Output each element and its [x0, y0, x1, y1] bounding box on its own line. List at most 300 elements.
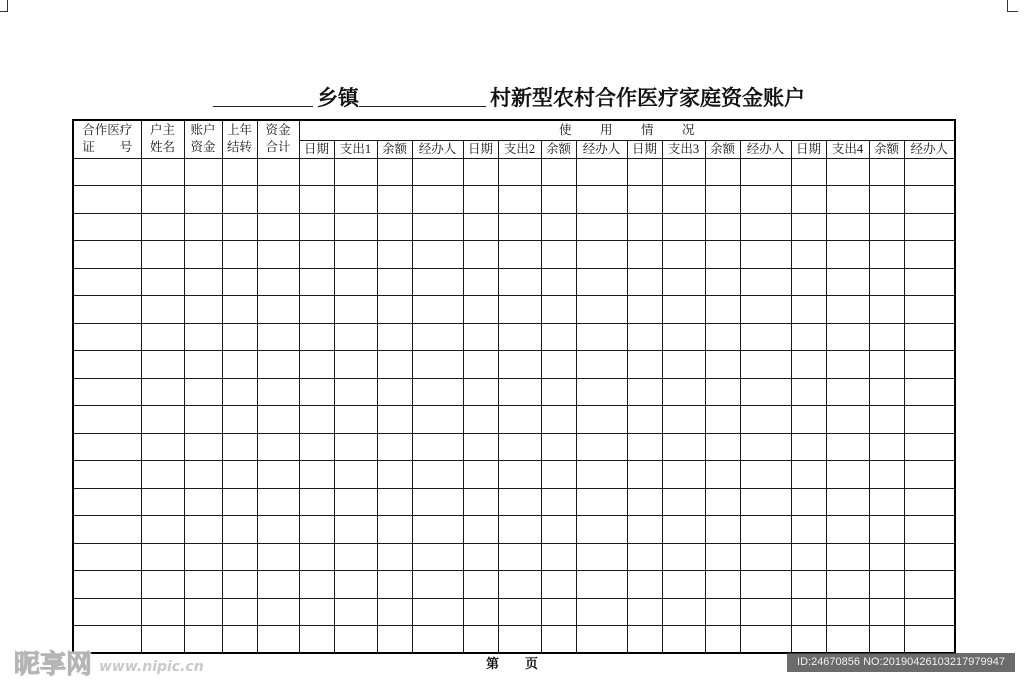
table-cell — [627, 516, 662, 544]
table-cell — [141, 323, 184, 351]
table-cell — [377, 626, 412, 654]
table-row — [73, 213, 955, 241]
header-date-2: 日期 — [463, 140, 498, 158]
table-cell — [463, 433, 498, 461]
table-cell — [222, 351, 257, 379]
header-line: 资金 — [265, 123, 291, 138]
table-cell — [463, 241, 498, 269]
table-cell — [73, 433, 141, 461]
table-cell — [705, 378, 740, 406]
table-cell — [334, 543, 377, 571]
table-cell — [662, 433, 705, 461]
table-cell — [498, 571, 541, 599]
table-cell — [576, 406, 627, 434]
fund-account-table — [72, 119, 956, 654]
table-cell — [705, 213, 740, 241]
table-cell — [334, 158, 377, 186]
table-cell — [869, 461, 904, 489]
table-cell — [576, 158, 627, 186]
table-cell — [791, 461, 826, 489]
table-cell — [377, 241, 412, 269]
table-cell — [576, 488, 627, 516]
table-cell — [904, 543, 955, 571]
table-cell — [334, 268, 377, 296]
table-cell — [299, 213, 334, 241]
table-cell — [869, 351, 904, 379]
table-cell — [463, 488, 498, 516]
table-cell — [412, 626, 463, 654]
table-cell — [299, 543, 334, 571]
table-cell — [184, 488, 222, 516]
table-cell — [627, 543, 662, 571]
table-cell — [257, 571, 299, 599]
table-cell — [141, 571, 184, 599]
table-cell — [576, 351, 627, 379]
table-cell — [498, 213, 541, 241]
table-cell — [412, 158, 463, 186]
table-cell — [73, 158, 141, 186]
table-header — [73, 120, 955, 158]
table-cell — [627, 213, 662, 241]
table-cell — [904, 626, 955, 654]
table-cell — [184, 158, 222, 186]
table-row — [73, 543, 955, 571]
table-cell — [791, 516, 826, 544]
table-cell — [377, 543, 412, 571]
table-cell — [73, 598, 141, 626]
table-cell — [257, 433, 299, 461]
table-cell — [498, 433, 541, 461]
table-row — [73, 516, 955, 544]
table-cell — [498, 543, 541, 571]
table-cell — [141, 158, 184, 186]
table-cell — [141, 543, 184, 571]
table-cell — [184, 296, 222, 324]
table-cell — [257, 378, 299, 406]
table-cell — [498, 296, 541, 324]
table-cell — [869, 433, 904, 461]
table-cell — [541, 378, 576, 406]
table-cell — [541, 158, 576, 186]
table-cell — [662, 571, 705, 599]
table-cell — [377, 323, 412, 351]
table-cell — [826, 158, 869, 186]
header-line: 资金 — [190, 140, 216, 155]
table-cell — [869, 241, 904, 269]
table-cell — [222, 571, 257, 599]
table-cell — [334, 433, 377, 461]
table-cell — [141, 268, 184, 296]
header-line: 合计 — [265, 140, 291, 155]
table-cell — [869, 626, 904, 654]
table-cell — [184, 378, 222, 406]
table-cell — [826, 241, 869, 269]
table-cell — [184, 406, 222, 434]
table-cell — [299, 571, 334, 599]
table-cell — [377, 406, 412, 434]
table-cell — [463, 516, 498, 544]
table-cell — [576, 626, 627, 654]
table-cell — [257, 186, 299, 214]
table-row — [73, 461, 955, 489]
table-cell — [791, 406, 826, 434]
table-cell — [222, 598, 257, 626]
table-cell — [869, 543, 904, 571]
table-cell — [627, 571, 662, 599]
table-cell — [412, 488, 463, 516]
table-cell — [627, 186, 662, 214]
table-cell — [662, 213, 705, 241]
table-cell — [257, 488, 299, 516]
table-cell — [826, 461, 869, 489]
table-row — [73, 598, 955, 626]
header-line: 姓名 — [149, 140, 175, 155]
table-cell — [498, 488, 541, 516]
table-cell — [541, 323, 576, 351]
table-cell — [541, 406, 576, 434]
table-cell — [541, 186, 576, 214]
table-cell — [740, 488, 791, 516]
table-cell — [541, 268, 576, 296]
table-cell — [869, 378, 904, 406]
table-cell — [662, 598, 705, 626]
header-expense-2: 支出2 — [498, 140, 541, 158]
table-cell — [412, 406, 463, 434]
table-cell — [826, 213, 869, 241]
table-cell — [412, 241, 463, 269]
table-cell — [463, 186, 498, 214]
table-cell — [412, 351, 463, 379]
header-handler-2: 经办人 — [576, 140, 627, 158]
table-cell — [184, 571, 222, 599]
header-date-4: 日期 — [791, 140, 826, 158]
table-cell — [141, 378, 184, 406]
table-cell — [662, 296, 705, 324]
table-cell — [541, 488, 576, 516]
table-cell — [463, 626, 498, 654]
table-cell — [662, 241, 705, 269]
table-cell — [184, 461, 222, 489]
table-cell — [299, 268, 334, 296]
table-cell — [184, 433, 222, 461]
table-cell — [498, 461, 541, 489]
table-cell — [740, 461, 791, 489]
table-cell — [463, 461, 498, 489]
table-cell — [627, 158, 662, 186]
table-cell — [740, 598, 791, 626]
table-cell — [257, 516, 299, 544]
table-cell — [257, 213, 299, 241]
table-cell — [299, 186, 334, 214]
table-cell — [869, 268, 904, 296]
table-cell — [541, 598, 576, 626]
table-cell — [740, 186, 791, 214]
table-cell — [662, 186, 705, 214]
table-cell — [73, 296, 141, 324]
table-cell — [541, 516, 576, 544]
township-blank-line — [213, 106, 313, 107]
table-cell — [826, 268, 869, 296]
table-cell — [576, 516, 627, 544]
table-cell — [904, 296, 955, 324]
watermark-logo: 昵享网 — [14, 650, 93, 680]
table-cell — [257, 406, 299, 434]
table-cell — [377, 378, 412, 406]
table-cell — [412, 516, 463, 544]
table-cell — [740, 296, 791, 324]
table-cell — [222, 516, 257, 544]
table-cell — [222, 378, 257, 406]
table-cell — [740, 626, 791, 654]
table-cell — [184, 543, 222, 571]
table-cell — [377, 461, 412, 489]
table-cell — [141, 406, 184, 434]
header-line: 户主 — [149, 123, 175, 138]
table-cell — [222, 323, 257, 351]
table-cell — [257, 241, 299, 269]
table-cell — [463, 378, 498, 406]
table-cell — [184, 626, 222, 654]
table-cell — [141, 213, 184, 241]
table-cell — [73, 323, 141, 351]
table-cell — [184, 323, 222, 351]
table-cell — [705, 241, 740, 269]
table-cell — [498, 406, 541, 434]
table-cell — [73, 351, 141, 379]
table-cell — [705, 461, 740, 489]
table-cell — [299, 378, 334, 406]
table-cell — [904, 351, 955, 379]
table-cell — [222, 296, 257, 324]
table-cell — [904, 158, 955, 186]
table-cell — [73, 268, 141, 296]
table-cell — [826, 378, 869, 406]
table-cell — [334, 516, 377, 544]
table-cell — [791, 158, 826, 186]
table-cell — [257, 461, 299, 489]
header-handler-4: 经办人 — [904, 140, 955, 158]
table-cell — [463, 598, 498, 626]
table-cell — [869, 323, 904, 351]
table-cell — [791, 598, 826, 626]
page-number-label: 第 页 — [486, 657, 539, 672]
village-blank-line — [359, 106, 486, 107]
table-cell — [662, 461, 705, 489]
table-cell — [662, 378, 705, 406]
table-cell — [257, 626, 299, 654]
header-balance-1: 余额 — [377, 140, 412, 158]
table-cell — [141, 296, 184, 324]
table-cell — [412, 323, 463, 351]
table-cell — [463, 571, 498, 599]
table-cell — [904, 378, 955, 406]
header-line: 证 号 — [82, 140, 133, 155]
table-cell — [826, 351, 869, 379]
table-cell — [576, 433, 627, 461]
table-cell — [334, 186, 377, 214]
table-cell — [299, 241, 334, 269]
table-cell — [73, 488, 141, 516]
table-cell — [257, 158, 299, 186]
table-cell — [412, 186, 463, 214]
table-cell — [904, 213, 955, 241]
table-cell — [334, 406, 377, 434]
table-cell — [705, 351, 740, 379]
watermark-url: www.nipic.cn — [99, 659, 204, 675]
table-cell — [627, 323, 662, 351]
table-cell — [791, 241, 826, 269]
header-date-3: 日期 — [627, 140, 662, 158]
table-cell — [299, 626, 334, 654]
table-cell — [904, 268, 955, 296]
table-cell — [791, 186, 826, 214]
table-cell — [826, 571, 869, 599]
table-cell — [740, 158, 791, 186]
table-cell — [541, 543, 576, 571]
table-row — [73, 378, 955, 406]
table-cell — [576, 598, 627, 626]
table-row — [73, 186, 955, 214]
table-row — [73, 488, 955, 516]
table-cell — [791, 378, 826, 406]
header-usage-group: 使 用 情 况 — [299, 120, 955, 140]
crop-mark-top-right — [1007, 11, 1018, 12]
table-cell — [541, 351, 576, 379]
table-cell — [141, 626, 184, 654]
header-row-1 — [73, 120, 955, 140]
header-date-1: 日期 — [299, 140, 334, 158]
table-cell — [222, 461, 257, 489]
table-cell — [222, 626, 257, 654]
table-cell — [705, 488, 740, 516]
table-cell — [576, 461, 627, 489]
table-cell — [576, 543, 627, 571]
table-cell — [791, 543, 826, 571]
table-cell — [184, 186, 222, 214]
table-cell — [904, 406, 955, 434]
table-cell — [705, 268, 740, 296]
table-cell — [222, 488, 257, 516]
table-cell — [412, 461, 463, 489]
table-cell — [740, 571, 791, 599]
header-line: 合作医疗 — [82, 123, 133, 138]
table-cell — [299, 158, 334, 186]
table-cell — [299, 296, 334, 324]
table-row — [73, 626, 955, 654]
header-balance-4: 余额 — [869, 140, 904, 158]
table-cell — [705, 158, 740, 186]
table-cell — [541, 213, 576, 241]
table-cell — [705, 571, 740, 599]
header-total-funds — [257, 120, 299, 158]
table-cell — [627, 461, 662, 489]
table-cell — [791, 571, 826, 599]
table-cell — [222, 543, 257, 571]
table-cell — [141, 598, 184, 626]
table-cell — [627, 351, 662, 379]
table-cell — [662, 268, 705, 296]
table-cell — [498, 186, 541, 214]
table-cell — [627, 406, 662, 434]
table-cell — [791, 268, 826, 296]
table-cell — [826, 626, 869, 654]
table-cell — [869, 598, 904, 626]
table-cell — [257, 598, 299, 626]
table-cell — [334, 461, 377, 489]
table-cell — [791, 351, 826, 379]
header-expense-3: 支出3 — [662, 140, 705, 158]
table-cell — [705, 186, 740, 214]
table-cell — [498, 598, 541, 626]
table-cell — [73, 516, 141, 544]
table-cell — [541, 571, 576, 599]
table-cell — [904, 598, 955, 626]
table-cell — [662, 543, 705, 571]
table-cell — [627, 598, 662, 626]
table-cell — [662, 516, 705, 544]
table-cell — [412, 296, 463, 324]
table-cell — [184, 598, 222, 626]
table-cell — [627, 268, 662, 296]
table-cell — [576, 213, 627, 241]
table-cell — [541, 461, 576, 489]
table-cell — [627, 296, 662, 324]
table-cell — [826, 433, 869, 461]
table-row — [73, 433, 955, 461]
table-cell — [141, 488, 184, 516]
table-cell — [826, 323, 869, 351]
table-row — [73, 351, 955, 379]
table-cell — [377, 186, 412, 214]
table-cell — [904, 186, 955, 214]
table-cell — [740, 241, 791, 269]
table-cell — [498, 158, 541, 186]
table-cell — [627, 241, 662, 269]
table-cell — [73, 626, 141, 654]
table-cell — [576, 296, 627, 324]
table-cell — [740, 406, 791, 434]
table-cell — [498, 241, 541, 269]
table-cell — [141, 186, 184, 214]
table-row — [73, 571, 955, 599]
table-cell — [662, 351, 705, 379]
table-row — [73, 158, 955, 186]
table-cell — [576, 186, 627, 214]
table-cell — [576, 378, 627, 406]
table-cell — [257, 296, 299, 324]
table-cell — [377, 488, 412, 516]
table-cell — [740, 516, 791, 544]
table-cell — [184, 516, 222, 544]
table-cell — [412, 268, 463, 296]
table-cell — [73, 461, 141, 489]
table-cell — [141, 461, 184, 489]
table-cell — [826, 516, 869, 544]
table-cell — [141, 433, 184, 461]
header-line: 上年 — [226, 123, 252, 138]
header-handler-3: 经办人 — [740, 140, 791, 158]
table-cell — [377, 268, 412, 296]
table-cell — [904, 461, 955, 489]
header-expense-1: 支出1 — [334, 140, 377, 158]
table-cell — [299, 488, 334, 516]
table-cell — [740, 268, 791, 296]
table-cell — [791, 433, 826, 461]
table-cell — [904, 241, 955, 269]
table-cell — [334, 626, 377, 654]
table-cell — [184, 213, 222, 241]
table-cell — [869, 158, 904, 186]
